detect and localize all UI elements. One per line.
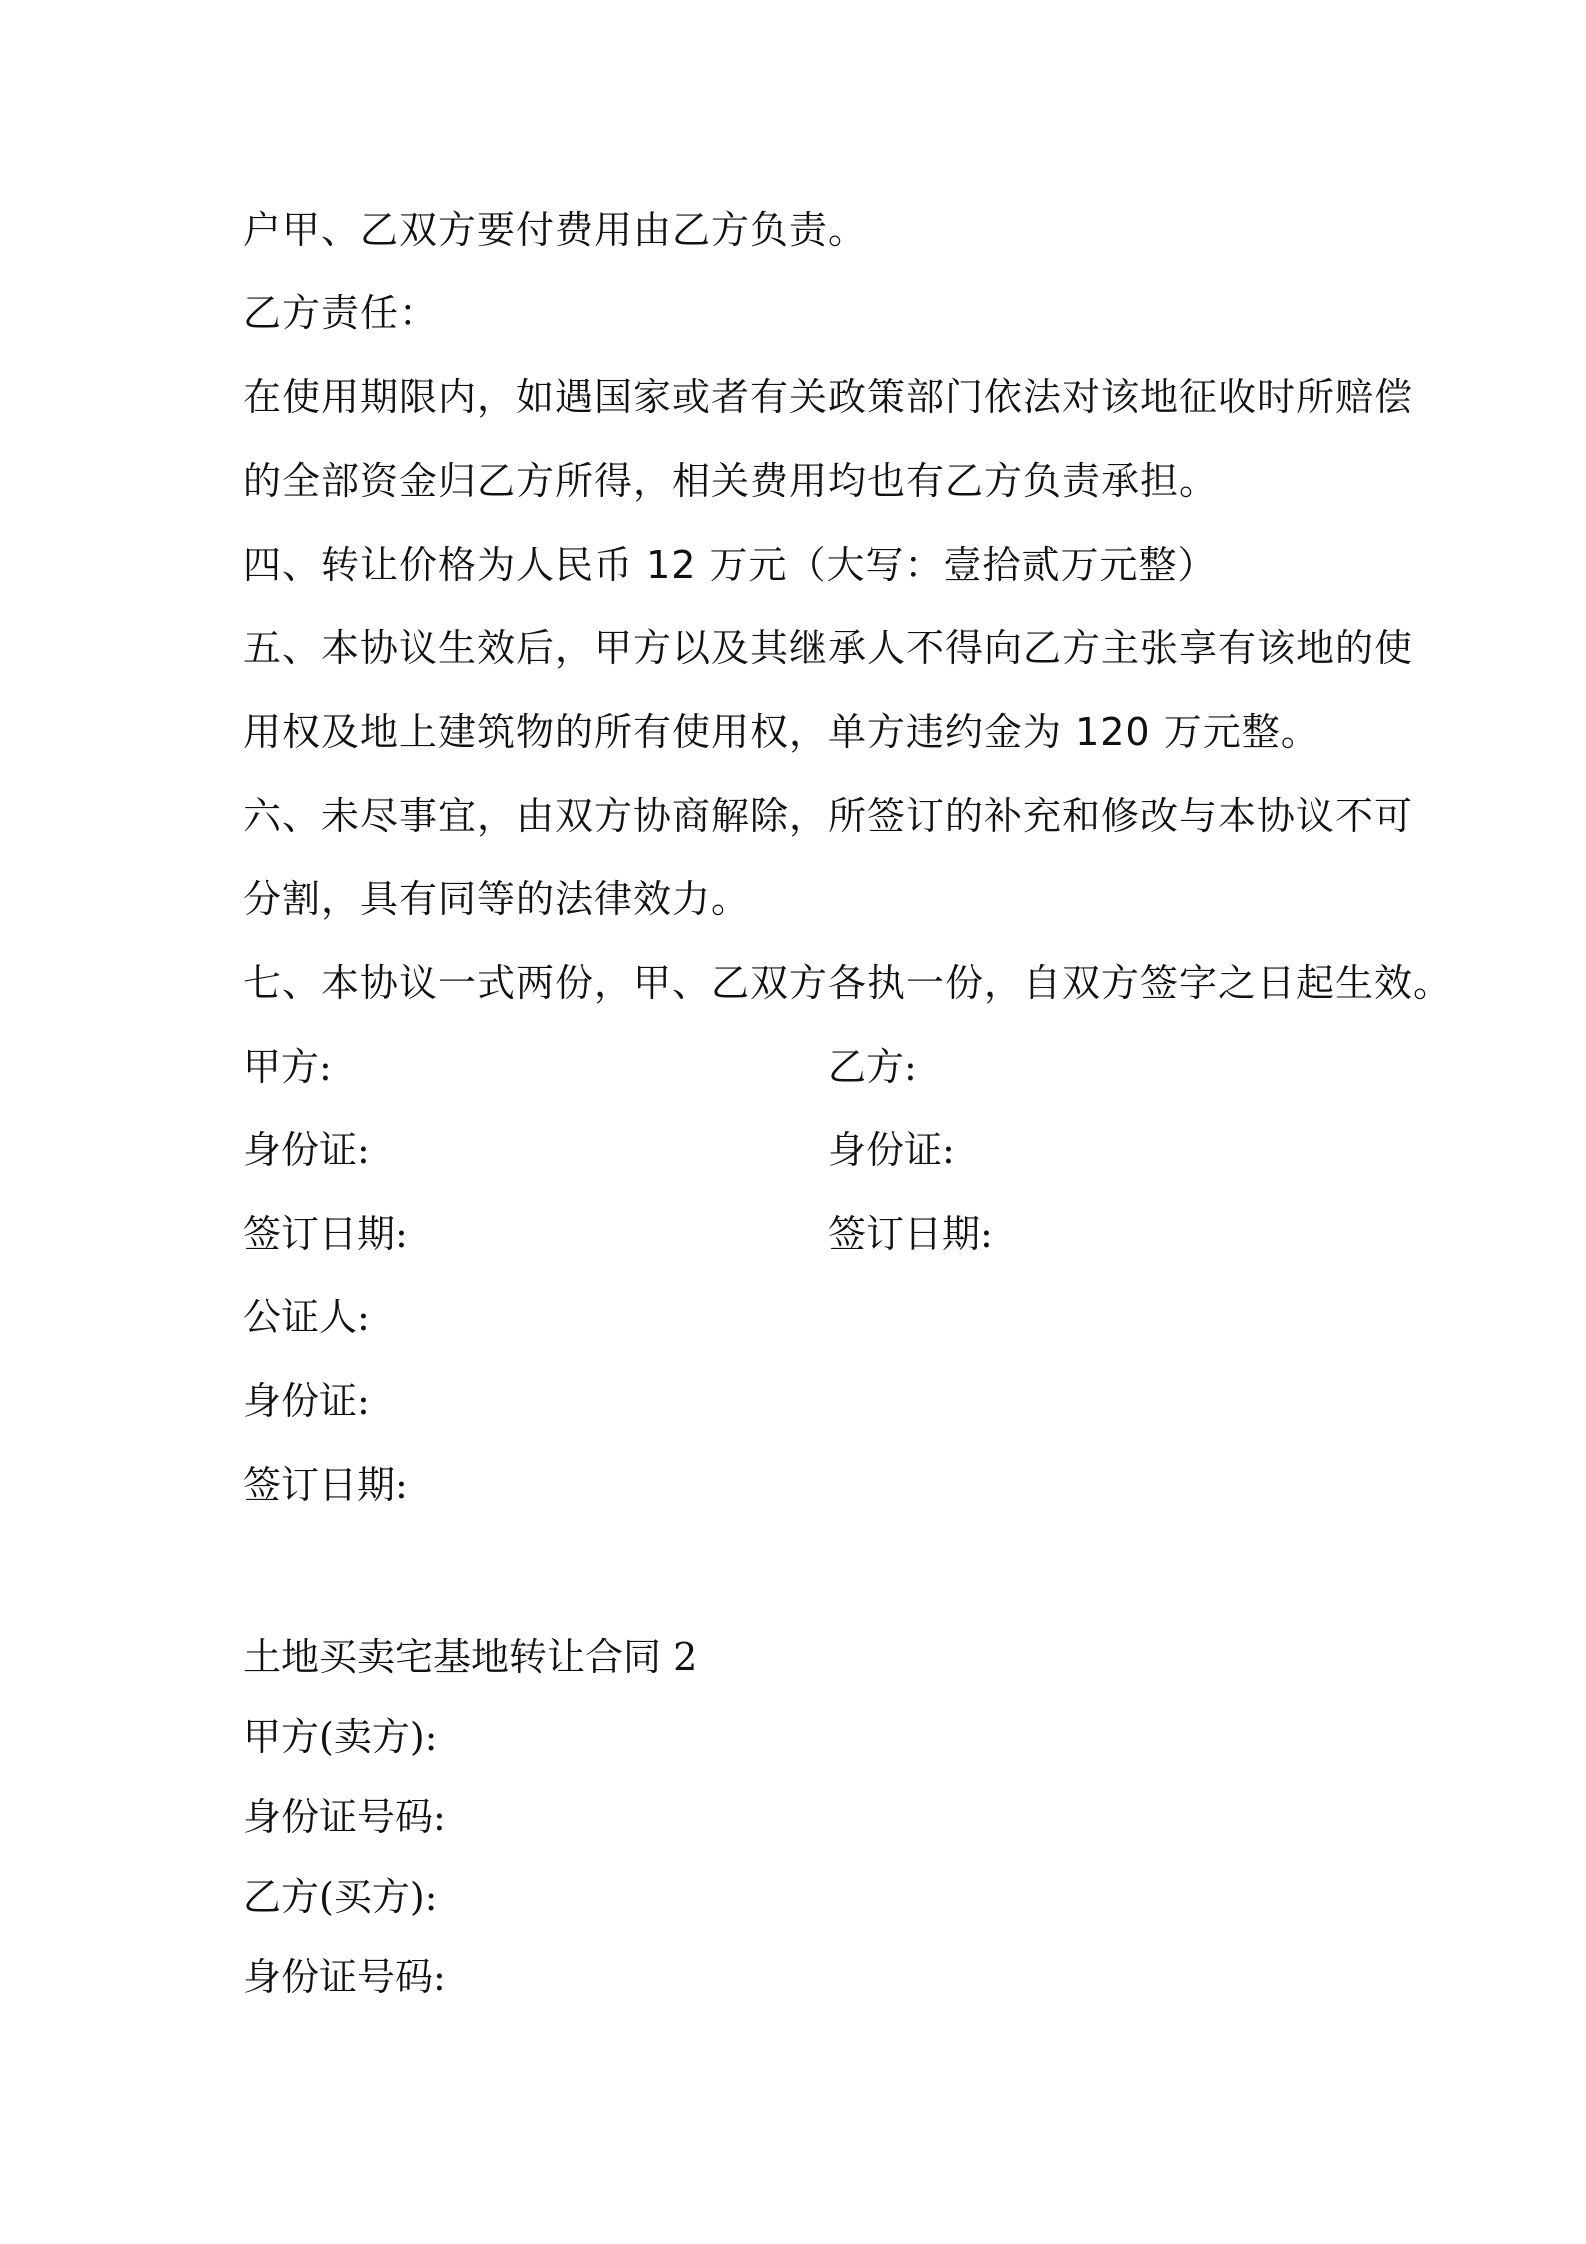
clause-six-line-1: 六、未尽事宜，由双方协商解除，所签订的补充和修改与本协议不可 xyxy=(243,794,1414,838)
paragraph-compensation-line-2: 的全部资金归乙方所得，相关费用均也有乙方负责承担。 xyxy=(243,459,1219,503)
second-contract-party-a: 甲方(卖方): xyxy=(243,1715,438,1759)
paragraph-compensation-line-1: 在使用期限内，如遇国家或者有关政策部门依法对该地征收时所赔偿 xyxy=(243,375,1414,419)
signature-party-a-id: 身份证: xyxy=(243,1128,370,1172)
signature-party-b-date: 签订日期: xyxy=(828,1212,993,1256)
signature-notary-id: 身份证: xyxy=(243,1379,370,1423)
second-contract-party-b-id: 身份证号码: xyxy=(243,1955,446,1999)
signature-notary-date: 签订日期: xyxy=(243,1463,408,1507)
paragraph-party-b-responsibility: 乙方责任： xyxy=(243,291,439,335)
signature-party-b-id: 身份证: xyxy=(828,1128,955,1172)
second-contract-party-a-id: 身份证号码: xyxy=(243,1795,446,1839)
signature-party-a: 甲方: xyxy=(243,1045,332,1089)
clause-five-line-1: 五、本协议生效后，甲方以及其继承人不得向乙方主张享有该地的使 xyxy=(243,626,1414,670)
paragraph-expense-line: 户甲、乙双方要付费用由乙方负责。 xyxy=(243,208,868,252)
second-contract-party-b: 乙方(买方): xyxy=(243,1875,438,1919)
clause-five-line-2: 用权及地上建筑物的所有使用权，单方违约金为 120 万元整。 xyxy=(243,710,1320,754)
clause-seven: 七、本协议一式两份，甲、乙双方各执一份，自双方签字之日起生效。 xyxy=(243,961,1453,1005)
signature-party-b: 乙方: xyxy=(828,1045,917,1089)
signature-notary: 公证人: xyxy=(243,1295,370,1339)
signature-party-a-date: 签订日期: xyxy=(243,1212,408,1256)
clause-four-price: 四、转让价格为人民币 12 万元（大写：壹拾贰万元整） xyxy=(243,543,1217,587)
clause-six-line-2: 分割，具有同等的法律效力。 xyxy=(243,877,751,921)
second-contract-title: 土地买卖宅基地转让合同 2 xyxy=(243,1635,698,1679)
